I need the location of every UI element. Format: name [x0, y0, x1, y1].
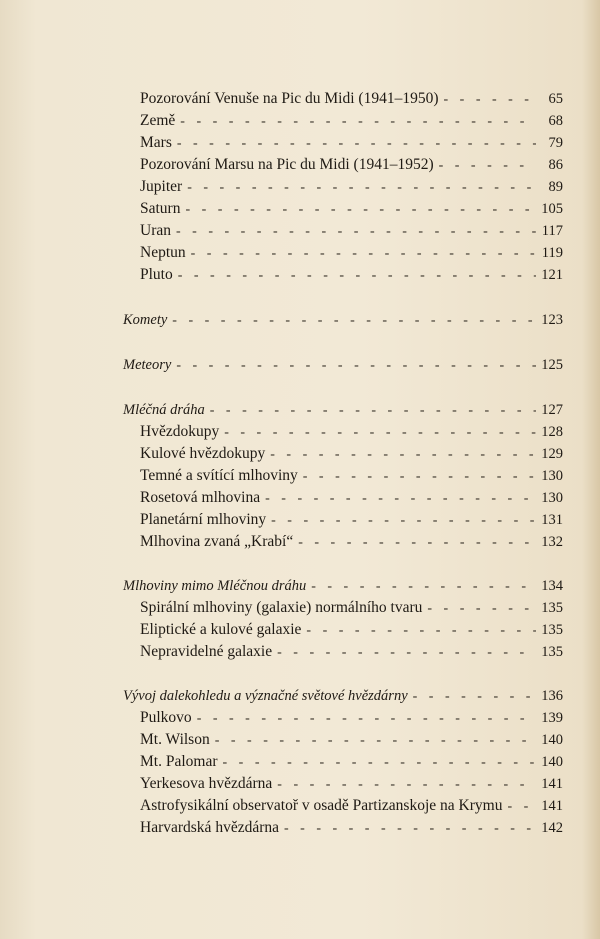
toc-entry-title: Harvardská hvězdárna	[140, 819, 279, 836]
toc-section-title: Vývoj dalekohledu a význačné světové hvězdárny	[123, 688, 408, 704]
toc-entry-title: Pluto	[140, 266, 173, 283]
toc-entry	[123, 264, 563, 286]
toc-entry	[123, 154, 563, 176]
dot-leader	[178, 265, 536, 287]
dot-leader	[507, 796, 536, 818]
toc-entry-title: Saturn	[140, 200, 181, 217]
toc-section-mlecna-draha	[123, 399, 563, 421]
toc-entry-page: 141	[541, 798, 563, 814]
toc-entry-title: Hvězdokupy	[140, 423, 220, 440]
toc-entry	[123, 242, 563, 264]
toc-entry-title: Uran	[140, 222, 171, 239]
dot-leader	[180, 111, 536, 133]
toc-entry-page: 119	[541, 245, 563, 261]
toc-entry-title: Mars	[140, 134, 172, 151]
toc-entry	[123, 176, 563, 198]
dot-leader	[185, 199, 536, 221]
toc-entry	[123, 597, 563, 619]
toc-entry-page: 117	[541, 223, 563, 239]
toc-entry-title: Kulové hvězdokupy	[140, 445, 266, 462]
dot-leader	[210, 400, 536, 422]
toc-section-page: 127	[541, 402, 563, 418]
toc-entry-page: 131	[541, 512, 563, 528]
toc-entry	[123, 487, 563, 509]
dot-leader	[224, 422, 536, 444]
toc-entry-title: Mlhovina zvaná „Krabí“	[140, 533, 294, 550]
toc-entry-title: Země	[140, 112, 176, 129]
toc-entry	[123, 132, 563, 154]
toc-section-title: Mlhoviny mimo Mléčnou dráhu	[123, 578, 307, 594]
dot-leader	[277, 642, 536, 664]
table-of-contents	[123, 88, 563, 839]
toc-entry	[123, 619, 563, 641]
toc-entry-title: Pozorování Marsu na Pic du Midi (1941–1952)	[140, 156, 434, 173]
toc-entry-page: 130	[541, 490, 563, 506]
toc-section-mlhoviny	[123, 575, 563, 597]
toc-entry	[123, 509, 563, 531]
toc-entry-page: 128	[541, 424, 563, 440]
dot-leader	[191, 243, 536, 265]
dot-leader	[265, 488, 536, 510]
toc-entry-page: 140	[541, 754, 563, 770]
toc-entry-title: Spirální mlhoviny (galaxie) normálního tvaru	[140, 599, 423, 616]
toc-entry-title: Rosetová mlhovina	[140, 489, 261, 506]
dot-leader	[444, 89, 537, 111]
toc-section-page: 123	[541, 312, 563, 328]
dot-leader	[215, 730, 536, 752]
dot-leader	[176, 221, 536, 243]
dot-leader	[284, 818, 536, 840]
toc-entry-page: 142	[541, 820, 563, 836]
dot-leader	[223, 752, 537, 774]
toc-section-page: 134	[541, 578, 563, 594]
toc-entry	[123, 751, 563, 773]
toc-entry-title: Pulkovo	[140, 709, 192, 726]
dot-leader	[271, 510, 536, 532]
toc-entry	[123, 421, 563, 443]
toc-entry-page: 135	[541, 622, 563, 638]
dot-leader	[439, 155, 536, 177]
toc-entry	[123, 795, 563, 817]
toc-entry-page: 130	[541, 468, 563, 484]
dot-leader	[270, 444, 536, 466]
toc-entry	[123, 707, 563, 729]
toc-entry-page: 135	[541, 644, 563, 660]
toc-entry-page: 89	[548, 179, 563, 195]
toc-entry-title: Neptun	[140, 244, 186, 261]
toc-entry-page: 105	[541, 201, 563, 217]
dot-leader	[176, 355, 536, 377]
dot-leader	[277, 774, 536, 796]
toc-entry-title: Jupiter	[140, 178, 183, 195]
dot-leader	[172, 310, 536, 332]
toc-section-title: Meteory	[123, 357, 172, 373]
dot-leader	[298, 532, 536, 554]
toc-entry-page: 121	[541, 267, 563, 283]
toc-entry	[123, 220, 563, 242]
toc-entry-title: Astrofysikální observatoř v osadě Partizanskoje na Krymu	[140, 797, 503, 814]
toc-entry-page: 129	[541, 446, 563, 462]
toc-entry-page: 139	[541, 710, 563, 726]
toc-entry-title: Nepravidelné galaxie	[140, 643, 273, 660]
dot-leader	[177, 133, 536, 155]
toc-entry-page: 132	[541, 534, 563, 550]
toc-entry-page: 68	[548, 113, 563, 129]
dot-leader	[413, 686, 536, 708]
toc-entry-title: Yerkesova hvězdárna	[140, 775, 273, 792]
dot-leader	[427, 598, 536, 620]
toc-section-komety	[123, 309, 563, 331]
toc-entry	[123, 443, 563, 465]
toc-entry-title: Temné a svítící mlhoviny	[140, 467, 298, 484]
toc-section-vyvoj	[123, 685, 563, 707]
toc-entry-title: Pozorování Venuše na Pic du Midi (1941–1950)	[140, 90, 439, 107]
dot-leader	[311, 576, 536, 598]
dot-leader	[303, 466, 536, 488]
toc-section-page: 125	[541, 357, 563, 373]
toc-entry	[123, 531, 563, 553]
toc-entry-title: Mt. Wilson	[140, 731, 210, 748]
toc-entry	[123, 465, 563, 487]
toc-section-title: Komety	[123, 312, 168, 328]
toc-entry-title: Eliptické a kulové galaxie	[140, 621, 302, 638]
dot-leader	[306, 620, 536, 642]
toc-entry	[123, 773, 563, 795]
toc-entry	[123, 817, 563, 839]
dot-leader	[197, 708, 536, 730]
toc-entry-title: Mt. Palomar	[140, 753, 218, 770]
toc-entry-page: 140	[541, 732, 563, 748]
toc-entry-page: 135	[541, 600, 563, 616]
toc-entry-page: 86	[548, 157, 563, 173]
toc-entry	[123, 641, 563, 663]
toc-entry	[123, 88, 563, 110]
toc-entry	[123, 729, 563, 751]
toc-section-page: 136	[541, 688, 563, 704]
toc-section-title: Mléčná dráha	[123, 402, 205, 418]
toc-entry-page: 141	[541, 776, 563, 792]
toc-entry-page: 65	[548, 91, 563, 107]
toc-entry-page: 79	[548, 135, 563, 151]
dot-leader	[187, 177, 536, 199]
toc-entry	[123, 110, 563, 132]
toc-entry-title: Planetární mlhoviny	[140, 511, 267, 528]
toc-section-meteory	[123, 354, 563, 376]
toc-entry	[123, 198, 563, 220]
